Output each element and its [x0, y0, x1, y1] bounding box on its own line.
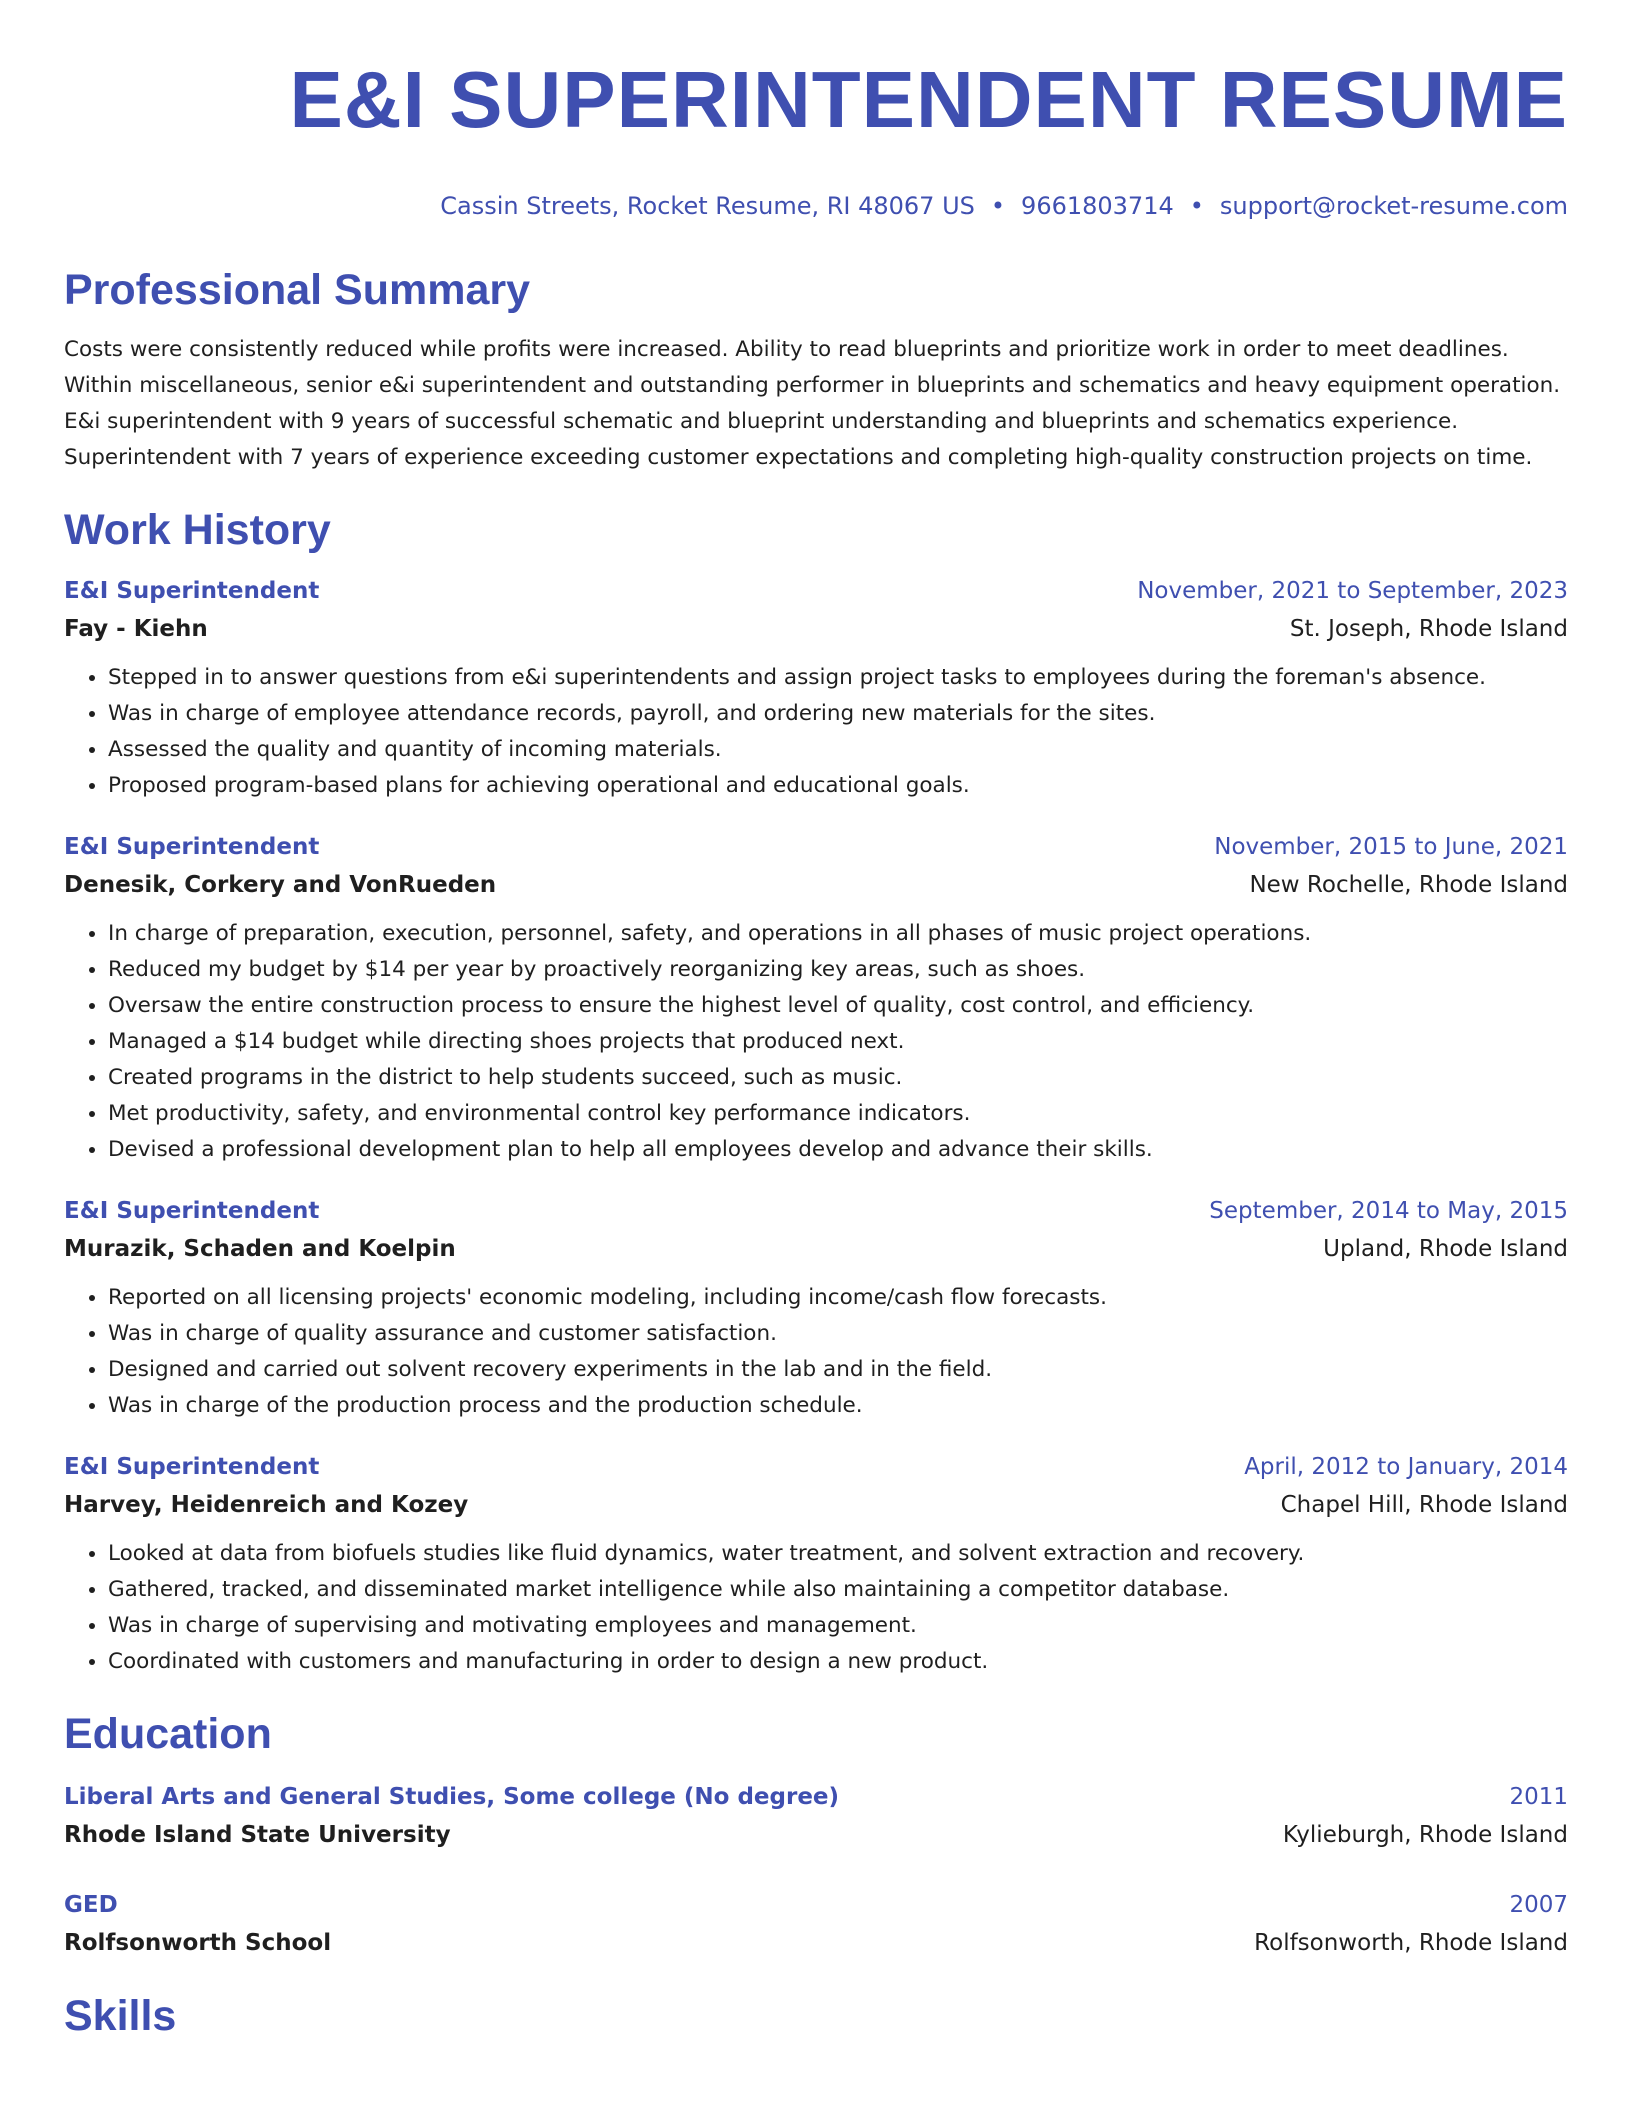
contact-address: Cassin Streets, Rocket Resume, RI 48067 US — [440, 192, 975, 220]
job-bullet: • Gathered, tracked, and disseminated market intelligence while also maintaining a competitor database. — [108, 1572, 1568, 1608]
job-bullet: • Coordinated with customers and manufacturing in order to design a new product. — [108, 1644, 1568, 1680]
job-bullet: • Created programs in the district to help students succeed, such as music. — [108, 1060, 1568, 1096]
job-bullet: • Reduced my budget by $14 per year by proactively reorganizing key areas, such as shoes. — [108, 952, 1568, 988]
job-location: New Rochelle, Rhode Island — [1249, 872, 1568, 898]
job-role: E&I Superintendent — [64, 834, 320, 860]
contact-email[interactable]: support@rocket-resume.com — [1219, 192, 1568, 220]
education-location: Kylieburgh, Rhode Island — [1282, 1822, 1568, 1848]
job-bullet: • Reported on all licensing projects' economic modeling, including income/cash flow forecasts. — [108, 1280, 1568, 1316]
job-bullets — [64, 1536, 1568, 1680]
summary-text: Costs were consistently reduced while profits were increased. Ability to read blueprints and prioritize work in order to meet deadlines. Within miscellaneous, senior e&i superintendent and outstanding performer in blueprints and schematics and heavy equipment operation. E&i superintendent with 9 years of successful schematic and blueprint understanding and blueprints and schematics experience. Superintendent with 7 years of experience exceeding customer expectations and completing high-quality construction projects on time. — [64, 337, 1561, 470]
education-entry — [64, 1890, 1568, 1958]
job-bullet: • Was in charge of employee attendance records, payroll, and ordering new materials for the sites. — [108, 696, 1568, 732]
contact-line — [64, 190, 1568, 222]
job-company: Fay - Kiehn — [64, 616, 208, 642]
job-location: Chapel Hill, Rhode Island — [1280, 1492, 1568, 1518]
summary-heading: Professional Summary — [64, 266, 531, 314]
job-bullet: • Looked at data from biofuels studies like fluid dynamics, water treatment, and solvent extraction and recovery. — [108, 1536, 1568, 1572]
education-entry — [64, 1782, 1568, 1850]
job-dates: November, 2015 to June, 2021 — [1214, 834, 1568, 860]
job-bullet: • Oversaw the entire construction process to ensure the highest level of quality, cost control, and efficiency. — [108, 988, 1568, 1024]
job-bullet: • Was in charge of quality assurance and customer satisfaction. — [108, 1316, 1568, 1352]
resume-title: E&I SUPERINTENDENT RESUME — [289, 55, 1568, 144]
job-location: Upland, Rhode Island — [1323, 1236, 1568, 1262]
education-year: 2007 — [1509, 1892, 1568, 1918]
job-bullet: • Designed and carried out solvent recovery experiments in the lab and in the field. — [108, 1352, 1568, 1388]
job-entry — [64, 1196, 1568, 1424]
contact-separator: • — [990, 192, 1006, 220]
job-role: E&I Superintendent — [64, 578, 320, 604]
education-location: Rolfsonworth, Rhode Island — [1254, 1930, 1568, 1956]
job-bullet: • Stepped in to answer questions from e&i superintendents and assign project tasks to employees during the foreman's absence. — [108, 660, 1568, 696]
job-location: St. Joseph, Rhode Island — [1289, 616, 1568, 642]
job-bullet: • Devised a professional development plan to help all employees develop and advance their skills. — [108, 1132, 1568, 1168]
job-role: E&I Superintendent — [64, 1198, 320, 1224]
job-company: Harvey, Heidenreich and Kozey — [64, 1492, 469, 1518]
education-degree: GED — [64, 1892, 118, 1918]
skills-heading: Skills — [64, 1992, 177, 2040]
job-entry — [64, 832, 1568, 1168]
education-school: Rhode Island State University — [64, 1822, 451, 1848]
job-bullets — [64, 660, 1568, 804]
job-bullet: • Was in charge of the production process and the production schedule. — [108, 1388, 1568, 1424]
contact-separator: • — [1189, 192, 1204, 220]
job-bullet: • Assessed the quality and quantity of incoming materials. — [108, 732, 1568, 768]
job-dates: November, 2021 to September, 2023 — [1137, 578, 1568, 604]
education-school: Rolfsonworth School — [64, 1930, 332, 1956]
job-bullets — [64, 916, 1568, 1168]
education-heading: Education — [64, 1710, 272, 1758]
job-role: E&I Superintendent — [64, 1454, 320, 1480]
work-history-heading: Work History — [64, 506, 331, 554]
job-bullet: • Managed a $14 budget while directing shoes projects that produced next. — [108, 1024, 1568, 1060]
job-dates: April, 2012 to January, 2014 — [1244, 1454, 1568, 1480]
job-bullets — [64, 1280, 1568, 1424]
job-company: Murazik, Schaden and Koelpin — [64, 1236, 456, 1262]
education-degree: Liberal Arts and General Studies, Some college (No degree) — [64, 1784, 840, 1810]
job-bullet: • In charge of preparation, execution, personnel, safety, and operations in all phases of music project operations. — [108, 916, 1568, 952]
education-year: 2011 — [1509, 1784, 1568, 1810]
job-bullet: • Was in charge of supervising and motivating employees and management. — [108, 1608, 1568, 1644]
contact-phone[interactable]: 9661803714 — [1021, 192, 1174, 220]
job-entry — [64, 1452, 1568, 1680]
job-entry — [64, 576, 1568, 804]
job-bullet: • Proposed program-based plans for achieving operational and educational goals. — [108, 768, 1568, 804]
job-company: Denesik, Corkery and VonRueden — [64, 872, 497, 898]
job-dates: September, 2014 to May, 2015 — [1209, 1198, 1568, 1224]
job-bullet: • Met productivity, safety, and environmental control key performance indicators. — [108, 1096, 1568, 1132]
